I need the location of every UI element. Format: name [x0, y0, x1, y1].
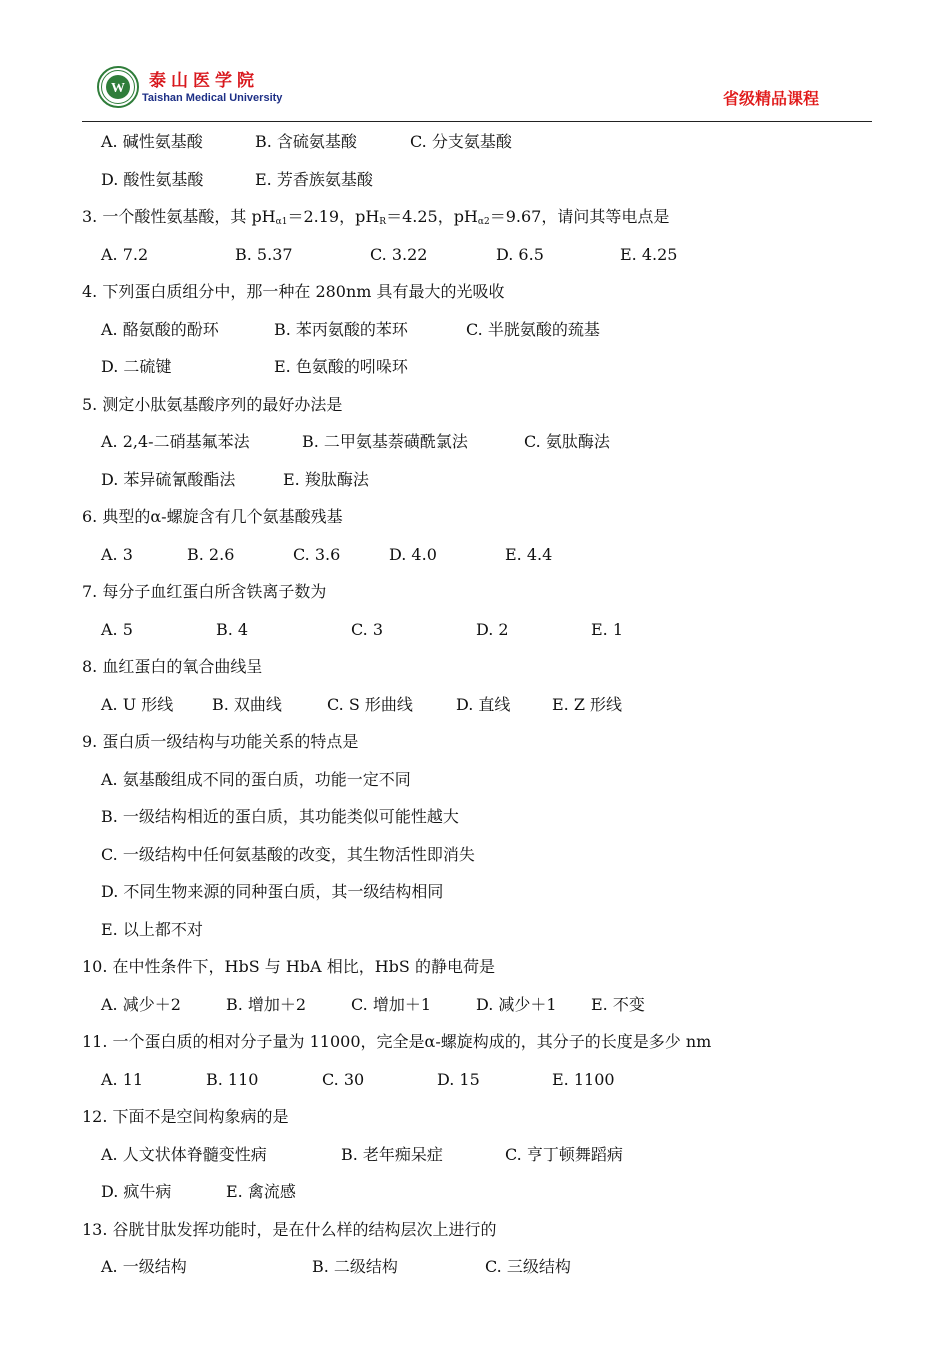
option-row [0, 873, 952, 911]
option-row [0, 798, 952, 836]
option-row [0, 461, 952, 499]
option: E. 芳香族氨基酸 [255, 169, 373, 189]
option: E. 1 [591, 619, 624, 639]
question-stem [0, 386, 952, 424]
option: A. 11 [101, 1069, 144, 1089]
option: C. S 形曲线 [327, 694, 413, 714]
stem-text: 4. 下列蛋白质组分中，那一种在 280nm 具有最大的光吸收 [82, 282, 505, 301]
option: D. 苯异硫氰酸酯法 [101, 469, 236, 489]
question-stem [0, 723, 952, 761]
option: D. 疯牛病 [101, 1182, 172, 1201]
option-row [0, 911, 952, 949]
option-row [0, 161, 952, 199]
option: D. 15 [437, 1069, 480, 1089]
question-stem [0, 1098, 952, 1136]
option: B. 4 [216, 619, 249, 639]
option-row [0, 836, 952, 874]
university-name-cn: 泰山医学院 [149, 71, 259, 91]
option-row [0, 123, 952, 161]
option-row [0, 1173, 952, 1211]
option-row [0, 348, 952, 386]
option: D. 酸性氨基酸 [101, 169, 204, 189]
option: D. 二硫键 [101, 357, 172, 376]
question-stem [0, 273, 952, 311]
option: D. 2 [476, 619, 509, 639]
option-row [0, 611, 952, 649]
option: B. 含硫氨基酸 [255, 132, 357, 151]
option: A. 5 [101, 619, 133, 639]
subscript: α1 [275, 217, 288, 227]
stem-text: 9. 蛋白质一级结构与功能关系的特点是 [82, 732, 359, 751]
stem-text: 7. 每分子血红蛋白所含铁离子数为 [82, 582, 327, 601]
question-stem [0, 648, 952, 686]
stem-text: 5. 测定小肽氨基酸序列的最好办法是 [82, 394, 343, 414]
option-row [0, 311, 952, 349]
option-row [0, 1136, 952, 1174]
option: B. 老年痴呆症 [341, 1144, 443, 1164]
course-tag: 省级精品课程 [722, 89, 819, 108]
option: A. 碱性氨基酸 [101, 132, 203, 151]
option: A. 人文状体脊髓变性病 [101, 1144, 267, 1164]
option: B. 二级结构 [312, 1257, 398, 1276]
option-row [0, 686, 952, 724]
option: C. 3 [351, 619, 384, 639]
option-row [0, 1061, 952, 1099]
option: E. 不变 [591, 994, 645, 1014]
option: C. 一级结构中任何氨基酸的改变，其生物活性即消失 [101, 844, 475, 864]
option-row [0, 236, 952, 274]
option: B. 110 [206, 1069, 259, 1089]
stem-text: 10. 在中性条件下，HbS 与 HbA 相比，HbS 的静电荷是 [82, 957, 495, 976]
question-stem [0, 573, 952, 611]
option: D. 直线 [456, 694, 511, 714]
option: B. 苯丙氨酸的苯环 [274, 319, 408, 339]
question-stem [0, 498, 952, 536]
subscript: R [379, 217, 387, 227]
stem-text: 12. 下面不是空间构象病的是 [82, 1107, 289, 1126]
stem-text: 13. 谷胱甘肽发挥功能时，是在什么样的结构层次上进行的 [82, 1219, 497, 1239]
option: E. 色氨酸的吲哚环 [274, 357, 408, 376]
stem-text: ＝2.19，pH [287, 207, 380, 226]
option: A. 减少＋2 [101, 994, 181, 1014]
option: A. 酪氨酸的酚环 [101, 319, 219, 339]
option: C. 亨丁顿舞蹈病 [505, 1144, 623, 1164]
stem-text: 3. 一个酸性氨基酸，其 pH [82, 207, 276, 226]
option: A. 2,4-二硝基氟苯法 [101, 432, 250, 451]
option: C. 氨肽酶法 [524, 432, 610, 451]
question-list [0, 123, 952, 1286]
question-stem [0, 948, 952, 986]
option-row [0, 536, 952, 574]
question-stem [0, 1211, 952, 1249]
option: B. 增加＋2 [226, 994, 307, 1014]
option: A. 氨基酸组成不同的蛋白质，功能一定不同 [101, 769, 411, 789]
stem-text: ＝4.25，pH [386, 207, 478, 226]
option: E. 1100 [552, 1069, 615, 1089]
option: B. 二甲氨基萘磺酰氯法 [302, 432, 468, 451]
subscript: α2 [477, 217, 490, 227]
option-row [0, 986, 952, 1024]
option: D. 6.5 [496, 244, 544, 264]
option: B. 5.37 [235, 244, 293, 264]
option-row [0, 1248, 952, 1286]
option: C. 三级结构 [485, 1257, 571, 1276]
option: A. 7.2 [101, 244, 149, 264]
option: B. 一级结构相近的蛋白质，其功能类似可能性越大 [101, 807, 459, 826]
question-stem [0, 1023, 952, 1061]
stem-text: 8. 血红蛋白的氧合曲线呈 [82, 657, 263, 676]
option: C. 增加＋1 [351, 994, 432, 1014]
option: E. 以上都不对 [101, 919, 203, 939]
option: D. 4.0 [389, 544, 437, 564]
option: A. U 形线 [101, 694, 174, 714]
option: D. 不同生物来源的同种蛋白质，其一级结构相同 [101, 882, 444, 901]
option: C. 3.22 [370, 244, 428, 264]
option: C. 半胱氨酸的巯基 [466, 319, 600, 339]
question-stem [0, 198, 952, 236]
stem-text: 6. 典型的α-螺旋含有几个氨基酸残基 [82, 507, 343, 526]
option: A. 3 [101, 544, 133, 564]
page-header [0, 0, 952, 124]
option: C. 3.6 [293, 544, 341, 564]
option-row [0, 423, 952, 461]
option: A. 一级结构 [101, 1257, 187, 1276]
option: C. 30 [322, 1069, 365, 1089]
option: E. 禽流感 [226, 1182, 296, 1201]
option: E. 4.25 [620, 244, 678, 264]
option: C. 分支氨基酸 [410, 132, 512, 151]
option: E. 4.4 [505, 544, 553, 564]
option: E. Z 形线 [552, 694, 623, 714]
stem-text: ＝9.67，请问其等电点是 [489, 207, 670, 226]
option: D. 减少＋1 [476, 994, 557, 1014]
stem-text: 11. 一个蛋白质的相对分子量为 11000，完全是α-螺旋构成的，其分子的长度是多少 nm [82, 1032, 712, 1051]
option: B. 双曲线 [212, 694, 282, 714]
seal-monogram: W [111, 81, 125, 96]
option: B. 2.6 [187, 544, 235, 564]
option-row [0, 761, 952, 799]
header-divider [82, 121, 872, 122]
option: E. 羧肽酶法 [283, 469, 369, 489]
university-seal-icon [97, 66, 139, 108]
university-name-en: Taishan Medical University [142, 92, 283, 104]
